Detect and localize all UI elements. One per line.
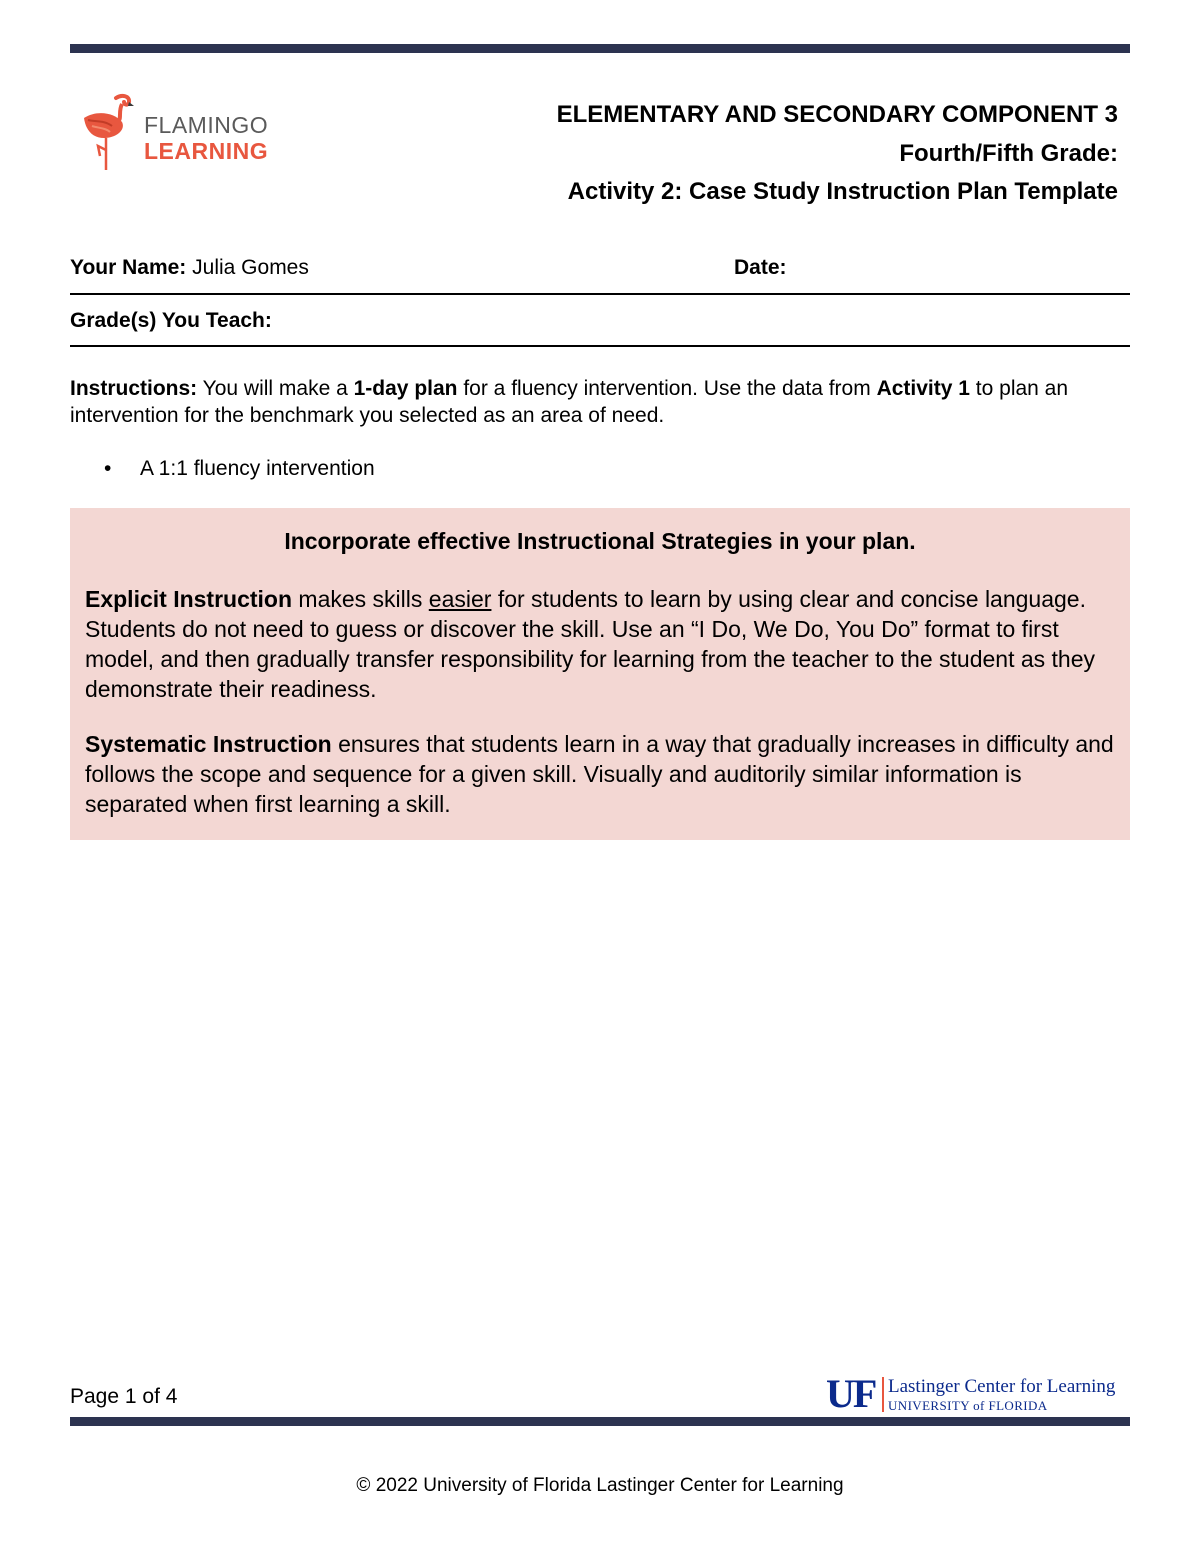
explicit-text: for students to learn by using clear and concise language. Students do not need to guess or discover the skill. Use an “I Do, We Do, You Do” format to first model, and then gradually transfer responsibility for learning from the teacher to the student as they demonstrate their readiness.	[85, 586, 1096, 702]
instructions-text: You will make a	[202, 377, 348, 400]
name-field[interactable]: Julia Gomes	[192, 256, 309, 279]
logo-word-flamingo: FLAMINGO	[144, 112, 269, 138]
uf-logo-line1: Lastinger Center for Learning	[888, 1376, 1116, 1397]
explicit-lead: Explicit Instruction	[85, 586, 293, 612]
grade-row	[70, 309, 1130, 333]
explicit-instruction-paragraph	[85, 584, 1120, 704]
flamingo-learning-logo	[78, 92, 288, 174]
instructions-emphasis: 1-day plan	[353, 377, 458, 400]
callout-title: Incorporate effective Instructional Strategies in your plan.	[284, 528, 916, 554]
instructions-label: Instructions:	[70, 377, 198, 400]
systematic-text: ensures that students learn in a way that gradually increases in difficulty and follows the scope and sequence for a given skill. Visually and auditorily similar information is separated when first learning a skill.	[85, 731, 1114, 817]
grade-label: Grade(s) You Teach:	[70, 309, 272, 332]
bullet-marker: •	[104, 457, 112, 480]
list-item-text: A 1:1 fluency intervention	[140, 457, 375, 480]
uf-logo-line2: UNIVERSITY of FLORIDA	[888, 1398, 1048, 1413]
explicit-underlined: easier	[428, 586, 492, 612]
logo-word-learning: LEARNING	[144, 138, 269, 164]
systematic-lead: Systematic Instruction	[85, 731, 332, 757]
instructions-text: to plan an intervention for the benchmark you selected as an area of need.	[70, 377, 1069, 427]
name-date-row	[70, 256, 1130, 280]
date-label: Date:	[734, 256, 787, 279]
systematic-instruction-paragraph	[85, 729, 1120, 819]
logo-divider	[882, 1377, 884, 1412]
strategy-callout	[70, 508, 1130, 840]
instructions-emphasis: Activity 1	[876, 377, 970, 400]
uf-mark: UF	[826, 1371, 876, 1416]
instructions-paragraph	[70, 375, 1130, 429]
activity-title: Activity 2: Case Study Instruction Plan Template	[567, 178, 1118, 205]
divider	[70, 293, 1130, 295]
component-title: ELEMENTARY AND SECONDARY COMPONENT 3	[556, 101, 1118, 128]
bottom-rule-bar	[70, 1417, 1130, 1426]
flamingo-icon	[78, 92, 140, 174]
instructions-text: for a fluency intervention. Use the data from	[463, 377, 871, 400]
divider	[70, 345, 1130, 347]
name-label: Your Name:	[70, 256, 187, 279]
explicit-text: makes skills	[298, 586, 423, 612]
grade-title: Fourth/Fifth Grade:	[899, 140, 1118, 167]
date-group	[734, 256, 787, 280]
top-rule-bar	[70, 44, 1130, 53]
page-number: Page 1 of 4	[70, 1385, 178, 1408]
copyright-footer: © 2022 University of Florida Lastinger Center for Learning	[356, 1475, 844, 1496]
uf-lastinger-logo	[826, 1371, 1126, 1416]
